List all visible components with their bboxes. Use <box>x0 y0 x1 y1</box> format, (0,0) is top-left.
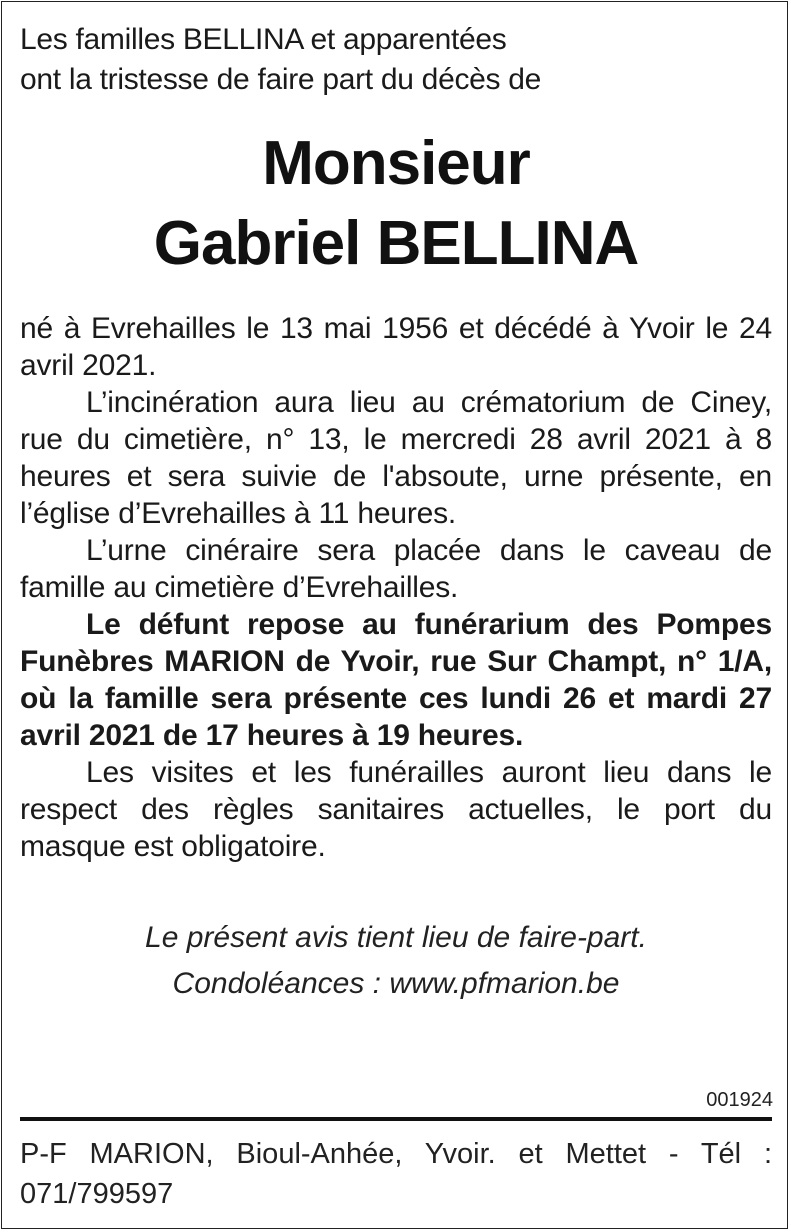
notice-line-1: Le présent avis tient lieu de faire-part. <box>145 921 647 954</box>
faire-part-notice <box>20 915 772 1007</box>
funeral-home-footer: P-F MARION, Bioul-Anhée, Yvoir. et Mettet - Tél : 071/799597 <box>20 1138 772 1210</box>
urn-paragraph: L’urne cinéraire sera placée dans le caveau de famille au cimetière d’Evrehailles. <box>20 534 772 604</box>
deceased-title: Monsieur <box>262 129 530 198</box>
funerarium-paragraph: Le défunt repose au funérarium des Pompes Funèbres MARION de Yvoir, rue Sur Champt, n° 1/A, où la famille sera présente ces lundi 26 et mardi 27 avril 2021 de 17 heures à 19 heures. <box>20 608 772 752</box>
cremation-paragraph: L’incinération aura lieu au crématorium de Ciney, rue du cimetière, n° 13, le mercredi 28 avril 2021 à 8 heures et sera suivie de l'absoute, urne présente, en l’église d’Evrehailles à 11 heures. <box>20 386 772 530</box>
footer-divider <box>20 1117 772 1121</box>
intro <box>20 20 772 100</box>
deceased-name-block <box>20 124 772 284</box>
deceased-name: Gabriel BELLINA <box>153 209 639 278</box>
intro-line-1: Les familles BELLINA et apparentées <box>20 23 507 56</box>
intro-line-2: ont la tristesse de faire part du décès de <box>20 63 542 96</box>
reference-number: 001924 <box>706 1089 773 1111</box>
birth-death-paragraph: né à Evrehailles le 13 mai 1956 et décédé à Yvoir le 24 avril 2021. <box>20 312 772 382</box>
obituary-content <box>20 20 772 1007</box>
condolences-line: Condoléances : www.pfmarion.be <box>172 967 620 1000</box>
sanitary-paragraph: Les visites et les funérailles auront lieu dans le respect des règles sanitaires actuelles, le port du masque est obligatoire. <box>20 756 772 863</box>
